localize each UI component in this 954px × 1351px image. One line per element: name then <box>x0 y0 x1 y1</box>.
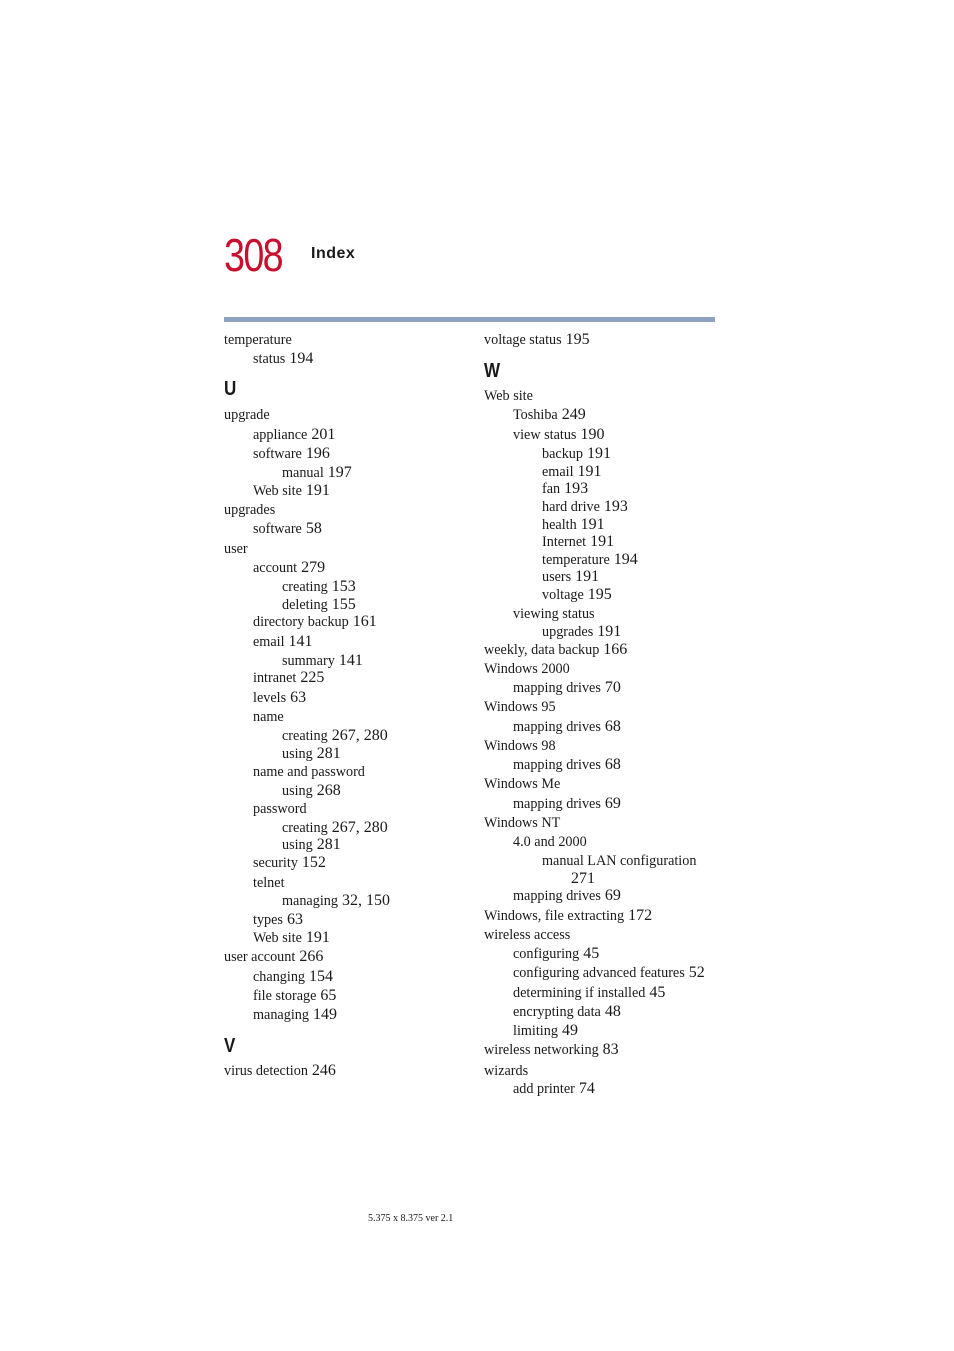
index-term: software <box>253 521 302 537</box>
index-term: manual LAN configuration <box>542 853 697 869</box>
index-entry <box>542 623 621 641</box>
index-entry <box>282 819 388 837</box>
index-term: wireless access <box>484 927 571 943</box>
index-page-ref: 195 <box>583 586 612 603</box>
index-entry <box>253 445 330 463</box>
index-entry <box>542 463 602 481</box>
index-entry <box>484 737 556 755</box>
index-entry <box>484 698 556 716</box>
index-term: Windows Me <box>484 776 561 792</box>
index-term: email <box>542 464 574 480</box>
index-entry <box>513 1022 578 1040</box>
index-page-ref: 191 <box>301 929 330 946</box>
index-term: account <box>253 560 298 576</box>
index-term: software <box>253 446 302 462</box>
index-entry <box>224 501 275 519</box>
index-term: Windows, file extracting <box>484 908 625 924</box>
index-page-ref: 267, 280 <box>327 819 388 836</box>
index-letter-heading: W <box>484 360 501 382</box>
index-page-ref: 154 <box>305 968 334 985</box>
index-page-ref: 191 <box>571 568 600 585</box>
index-entry <box>513 984 665 1002</box>
index-entry <box>542 516 605 534</box>
index-entry <box>513 1003 621 1021</box>
index-entry <box>224 948 323 966</box>
index-page-ref: 68 <box>600 718 621 735</box>
index-entry <box>571 870 595 888</box>
index-term: summary <box>282 653 335 669</box>
index-entry <box>224 406 270 424</box>
index-term: mapping drives <box>513 680 601 696</box>
index-entry <box>513 718 621 736</box>
index-page-ref: 271 <box>571 870 595 887</box>
index-page-ref: 246 <box>307 1062 336 1079</box>
index-page-ref: 65 <box>316 987 337 1004</box>
index-term: name and password <box>253 764 365 780</box>
index-term: Toshiba <box>513 407 558 423</box>
index-term: mapping drives <box>513 719 601 735</box>
index-term: Windows 95 <box>484 699 556 715</box>
index-term: determining if installed <box>513 985 646 1001</box>
index-term: limiting <box>513 1023 558 1039</box>
index-entry <box>484 387 533 405</box>
index-page-ref: 191 <box>576 516 605 533</box>
index-term: Internet <box>542 534 587 550</box>
index-entry <box>484 641 627 659</box>
index-term: user <box>224 541 248 557</box>
index-page-ref: 52 <box>684 964 705 981</box>
index-term: intranet <box>253 670 297 686</box>
index-entry <box>484 926 570 944</box>
index-entry <box>253 633 313 651</box>
index-entry <box>253 708 284 726</box>
index-term: configuring advanced features <box>513 965 685 981</box>
index-term: wireless networking <box>484 1042 599 1058</box>
index-term: Windows NT <box>484 815 561 831</box>
index-entry <box>484 814 560 832</box>
index-entry <box>253 689 306 707</box>
index-entry <box>253 987 336 1005</box>
index-page-ref: 48 <box>600 1003 621 1020</box>
index-term: security <box>253 855 298 871</box>
index-term: password <box>253 801 307 817</box>
index-page-ref: 194 <box>609 551 638 568</box>
index-page-ref: 197 <box>323 464 352 481</box>
index-entry <box>253 482 330 500</box>
index-entry <box>513 679 621 697</box>
index-entry <box>484 660 570 678</box>
index-page-ref: 161 <box>348 613 377 630</box>
index-term: managing <box>282 893 338 909</box>
index-term: users <box>542 569 572 585</box>
index-term: wizards <box>484 1063 529 1079</box>
index-page-ref: 194 <box>285 350 314 367</box>
index-page-ref: 190 <box>576 426 605 443</box>
index-entry <box>513 964 705 982</box>
index-page-ref: 63 <box>286 689 307 706</box>
index-page-ref: 191 <box>586 533 615 550</box>
index-term: add printer <box>513 1081 575 1097</box>
index-page-ref: 32, 150 <box>337 892 390 909</box>
index-term: Web site <box>253 483 302 499</box>
index-page-ref: 191 <box>582 445 611 462</box>
index-term: file storage <box>253 988 317 1004</box>
index-page-ref: 201 <box>307 426 336 443</box>
index-page-ref: 74 <box>574 1080 595 1097</box>
index-term: weekly, data backup <box>484 642 600 658</box>
index-entry <box>282 745 341 763</box>
index-term: virus detection <box>224 1063 308 1079</box>
index-entry <box>282 892 390 910</box>
index-term: health <box>542 517 577 533</box>
index-entry <box>542 533 614 551</box>
index-entry <box>513 833 587 851</box>
index-entry <box>253 669 324 687</box>
index-entry <box>282 836 341 854</box>
index-term: using <box>282 837 313 853</box>
index-term: telnet <box>253 875 285 891</box>
index-term: manual <box>282 465 324 481</box>
index-entry <box>513 605 595 623</box>
index-page-ref: 45 <box>579 945 600 962</box>
index-term: fan <box>542 481 561 497</box>
index-page-ref: 69 <box>600 795 621 812</box>
index-entry <box>253 800 307 818</box>
index-entry <box>224 540 248 558</box>
index-page-ref: 152 <box>297 854 326 871</box>
index-entry <box>542 480 588 498</box>
index-term: creating <box>282 820 328 836</box>
index-entry <box>282 464 352 482</box>
index-page-ref: 83 <box>598 1041 619 1058</box>
index-term: using <box>282 746 313 762</box>
index-entry <box>513 887 621 905</box>
index-term: creating <box>282 728 328 744</box>
index-entry <box>513 795 621 813</box>
footer-version: 5.375 x 8.375 ver 2.1 <box>368 1213 454 1224</box>
index-term: encrypting data <box>513 1004 601 1020</box>
index-page-ref: 191 <box>593 623 622 640</box>
index-entry <box>253 968 333 986</box>
index-page-ref: 193 <box>599 498 628 515</box>
index-entry <box>253 763 365 781</box>
index-page-ref: 70 <box>600 679 621 696</box>
index-entry <box>253 426 335 444</box>
index-entry <box>542 852 696 870</box>
index-term: upgrade <box>224 407 270 423</box>
index-page-ref: 279 <box>297 559 326 576</box>
index-entry <box>224 331 292 349</box>
index-term: temperature <box>224 332 292 348</box>
index-entry <box>253 854 326 872</box>
index-entry <box>542 568 599 586</box>
index-page-ref: 249 <box>557 406 586 423</box>
section-title: Index <box>311 245 356 262</box>
index-term: types <box>253 912 283 928</box>
index-term: 4.0 and 2000 <box>513 834 587 850</box>
index-entry <box>542 445 611 463</box>
index-page-ref: 141 <box>334 652 363 669</box>
index-term: viewing status <box>513 606 595 622</box>
index-term: Web site <box>253 930 302 946</box>
index-term: appliance <box>253 427 308 443</box>
index-entry <box>282 652 363 670</box>
index-entry <box>513 945 599 963</box>
index-term: mapping drives <box>513 888 601 904</box>
index-term: status <box>253 351 286 367</box>
index-page-ref: 149 <box>308 1006 337 1023</box>
index-page-ref: 166 <box>599 641 628 658</box>
index-entry <box>253 520 322 538</box>
index-page-ref: 281 <box>312 836 341 853</box>
index-page-ref: 193 <box>560 480 589 497</box>
index-term: voltage status <box>484 332 562 348</box>
index-entry <box>542 551 638 569</box>
index-page-ref: 49 <box>557 1022 578 1039</box>
index-term: Web site <box>484 388 533 404</box>
index-term: Windows 2000 <box>484 661 570 677</box>
index-term: mapping drives <box>513 757 601 773</box>
index-term: name <box>253 709 284 725</box>
index-entry <box>513 406 586 424</box>
index-term: creating <box>282 579 328 595</box>
index-term: changing <box>253 969 306 985</box>
index-term: mapping drives <box>513 796 601 812</box>
index-page-ref: 155 <box>327 596 356 613</box>
index-page-ref: 266 <box>295 948 324 965</box>
index-entry <box>253 613 377 631</box>
index-term: view status <box>513 427 577 443</box>
index-entry <box>282 596 356 614</box>
index-page-ref: 172 <box>624 907 653 924</box>
index-term: Windows 98 <box>484 738 556 754</box>
index-term: deleting <box>282 597 328 613</box>
index-term: using <box>282 783 313 799</box>
index-entry <box>542 498 628 516</box>
index-entry <box>253 1006 337 1024</box>
index-term: user account <box>224 949 296 965</box>
index-page-ref: 268 <box>312 782 341 799</box>
index-term: temperature <box>542 552 610 568</box>
index-term: managing <box>253 1007 309 1023</box>
index-page-ref: 191 <box>573 463 602 480</box>
index-page-ref: 58 <box>301 520 322 537</box>
index-page-ref: 141 <box>284 633 313 650</box>
index-letter-heading: U <box>224 378 237 400</box>
index-entry <box>484 907 652 925</box>
index-page-ref: 281 <box>312 745 341 762</box>
index-term: backup <box>542 446 583 462</box>
index-entry <box>513 1080 595 1098</box>
index-term: levels <box>253 690 287 706</box>
index-entry <box>253 874 285 892</box>
index-entry <box>282 727 388 745</box>
index-entry <box>513 426 604 444</box>
index-entry <box>253 929 330 947</box>
index-entry <box>253 559 325 577</box>
index-entry <box>484 1041 619 1059</box>
index-entry <box>484 1062 528 1080</box>
index-entry <box>253 350 313 368</box>
index-term: configuring <box>513 946 580 962</box>
index-entry <box>253 911 303 929</box>
index-term: voltage <box>542 587 584 603</box>
index-page-ref: 225 <box>296 669 325 686</box>
header-rule <box>224 317 715 322</box>
index-entry <box>484 775 560 793</box>
index-page-ref: 267, 280 <box>327 727 388 744</box>
index-entry <box>513 756 621 774</box>
index-term: upgrades <box>224 502 276 518</box>
index-page-ref: 69 <box>600 887 621 904</box>
index-page-ref: 195 <box>561 331 590 348</box>
index-page-ref: 63 <box>282 911 303 928</box>
index-entry <box>282 578 356 596</box>
index-term: upgrades <box>542 624 594 640</box>
index-letter-heading: V <box>224 1035 236 1057</box>
index-term: directory backup <box>253 614 349 630</box>
index-entry <box>282 782 341 800</box>
index-term: hard drive <box>542 499 600 515</box>
index-term: email <box>253 634 285 650</box>
index-entry <box>542 586 612 604</box>
index-entry <box>224 1062 336 1080</box>
index-page-ref: 68 <box>600 756 621 773</box>
page-number: 308 <box>224 229 283 281</box>
index-page-ref: 196 <box>301 445 330 462</box>
index-entry <box>484 331 590 349</box>
index-page-ref: 45 <box>645 984 666 1001</box>
index-page-ref: 191 <box>301 482 330 499</box>
index-page-ref: 153 <box>327 578 356 595</box>
